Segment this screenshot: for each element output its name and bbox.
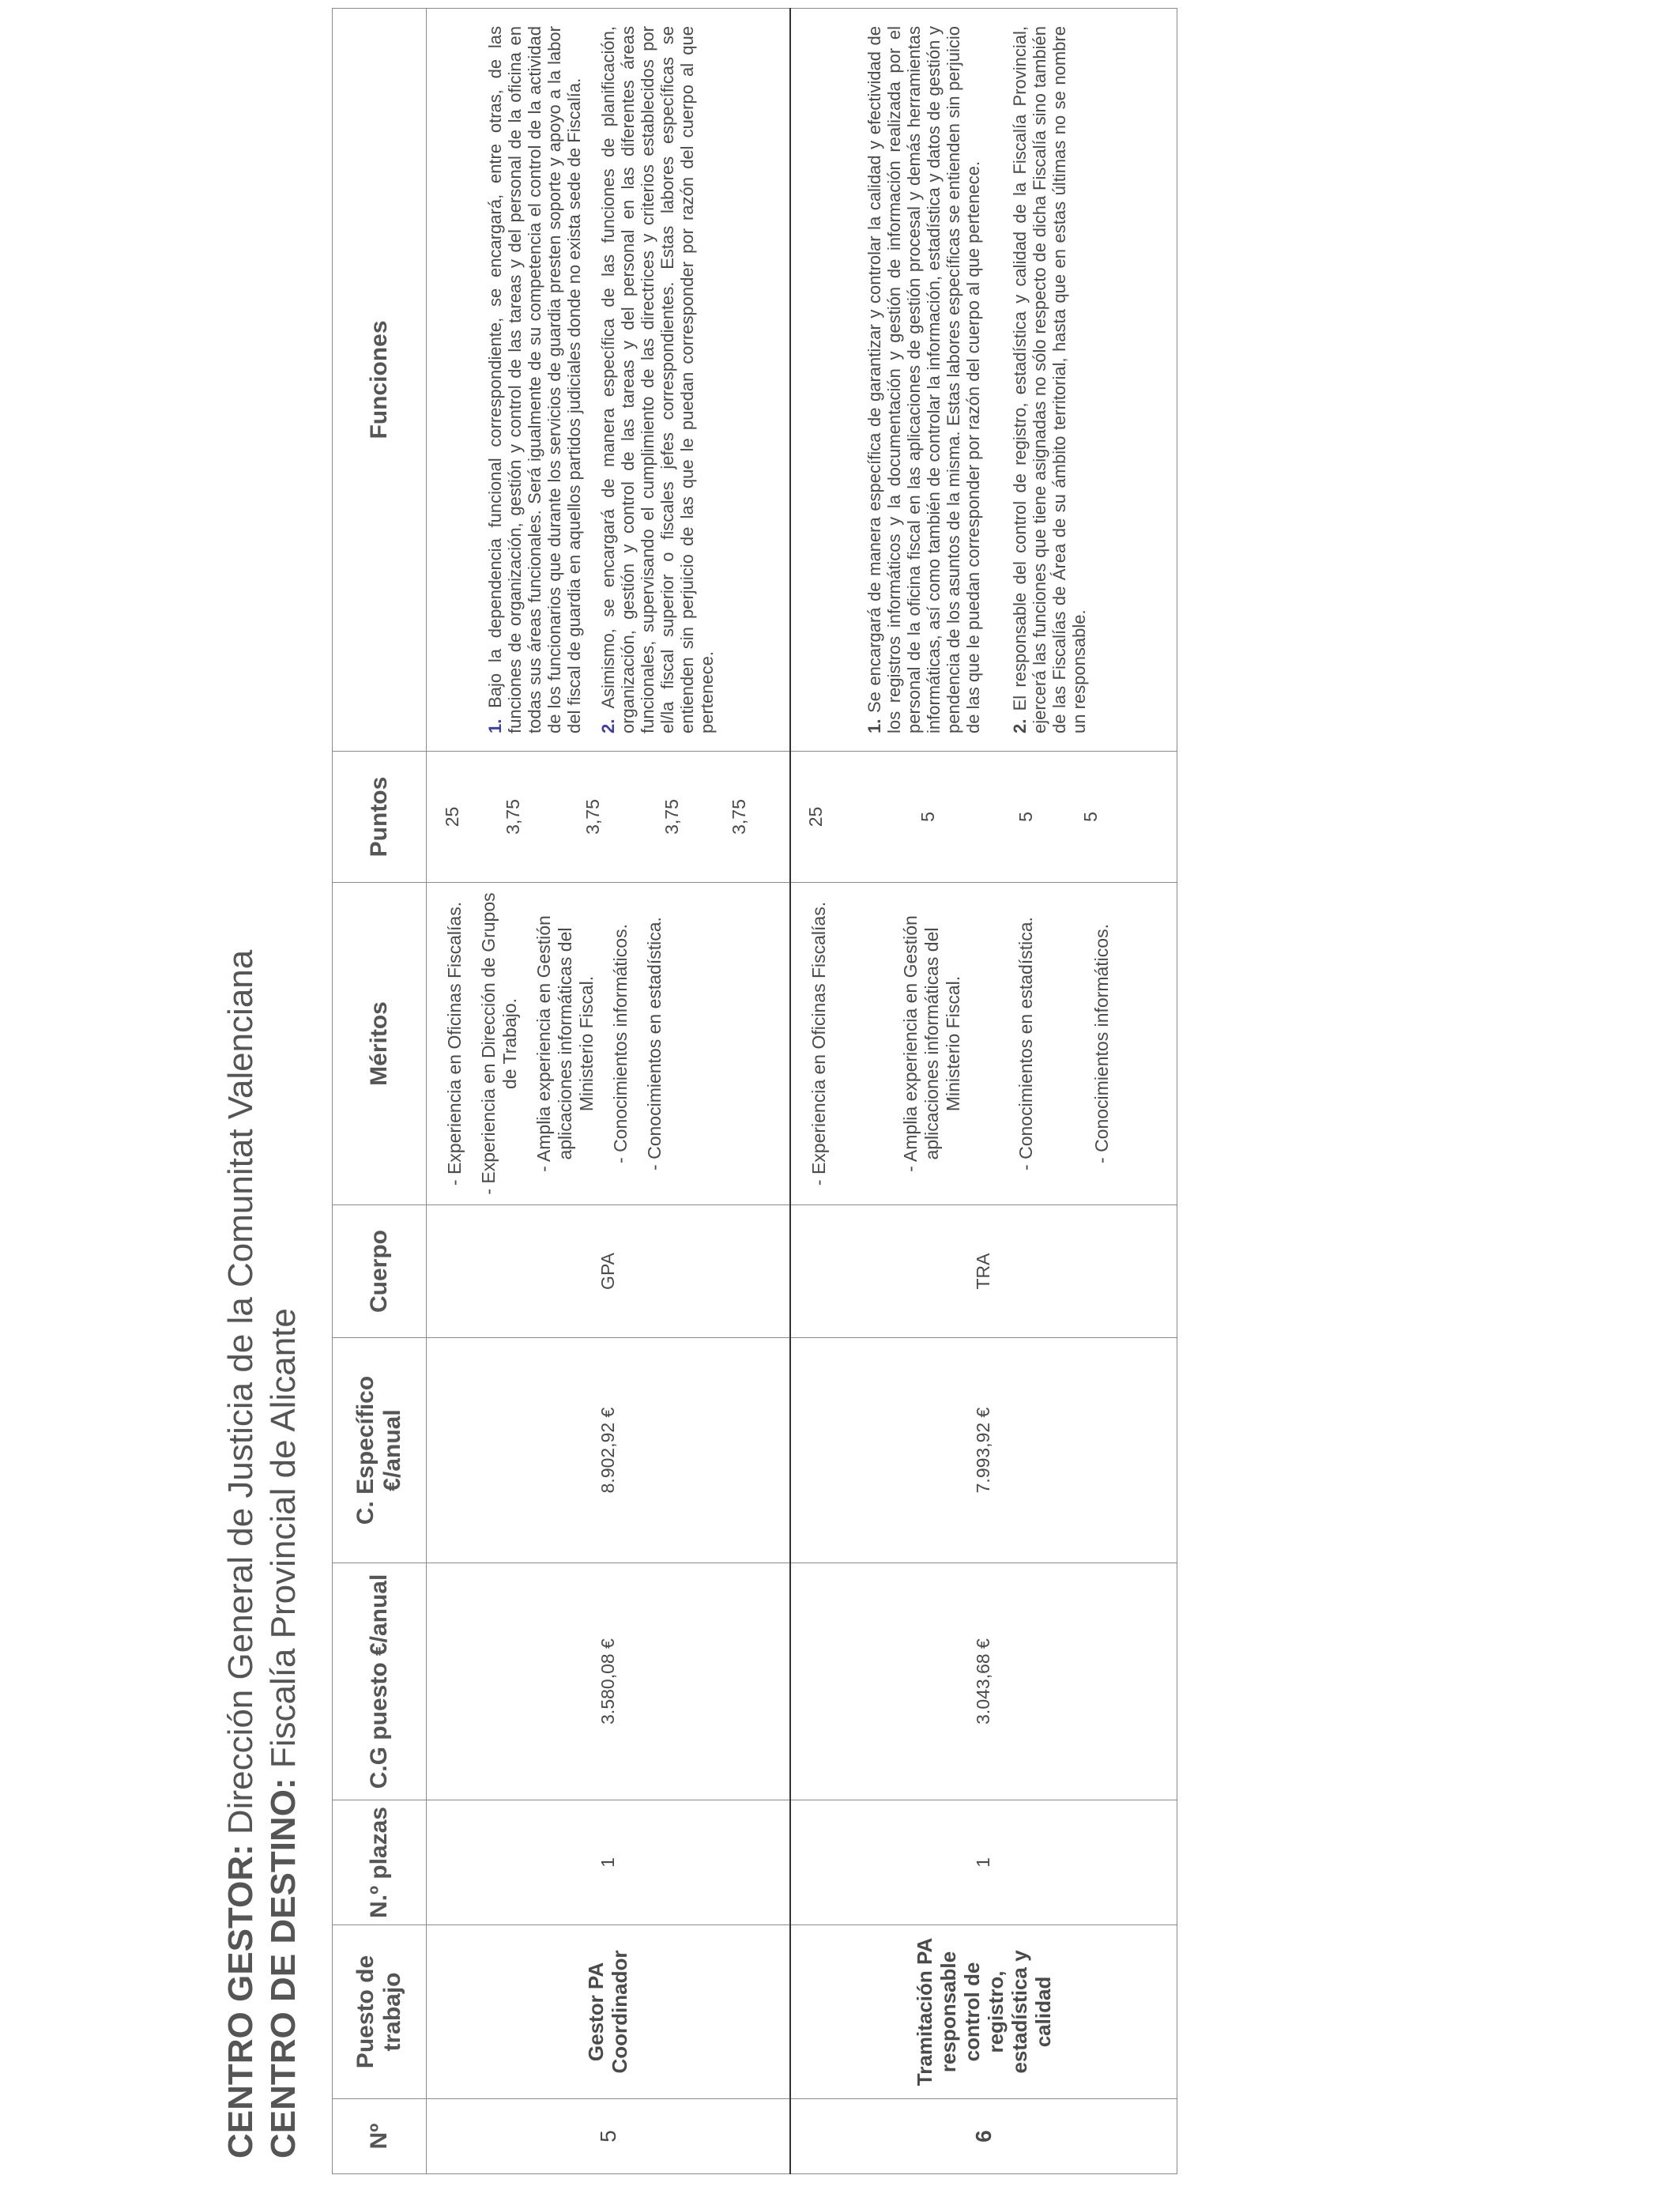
table-row (427, 9, 790, 2174)
puntos-item: 25 (804, 806, 826, 827)
table-row (790, 9, 1177, 2174)
funcion-number: 2. (1009, 718, 1030, 733)
funcion-text: Asimismo, se encargará de manera específica de las funciones de planificación, organización, gestión y control de las tareas y del personal en las diferentes áreas funcionales, supervisando el cumplimiento de las directrices y criterios establecidos por el/la fiscal superior o fiscales jefes correspondientes. Estas labores específicas se entienden sin perjuicio de las que le puedan corresponder por razón del cuerpo al que pertenece. (597, 26, 717, 733)
row-puntos (427, 752, 790, 883)
puntos-item: 3,75 (582, 799, 603, 835)
col-header-cuerpo: Cuerpo (333, 1205, 427, 1338)
row-cuerpo: GPA (427, 1205, 790, 1338)
col-header-puntos: Puntos (333, 752, 427, 883)
funcion-text: El responsable del control de registro, estadística y calidad de la Fiscalía Provincial, ejercerá las funciones que tiene asignadas no sólo respecto de dicha Fiscalía sino también de las Fiscalías de Área de su ámbito territorial, hasta que en estas últimas no se nombre un responsable. (1009, 26, 1089, 733)
centro-gestor-label: CENTRO GESTOR: (221, 1844, 260, 2158)
col-header-puesto: Puesto de trabajo (333, 1925, 427, 2099)
merito-item: - Experiencia en Oficinas Fiscalías. (808, 901, 829, 1186)
row-plazas: 1 (427, 1800, 790, 1925)
row-num: 6 (790, 2099, 1177, 2174)
merito-item: - Conocimientos informáticos. (610, 924, 631, 1163)
row-meritos (790, 883, 1177, 1205)
puntos-item: 5 (1015, 812, 1036, 822)
row-meritos (427, 883, 790, 1205)
merito-item: - Conocimientos informáticos. (1090, 924, 1112, 1163)
merito-item: - Experiencia en Dirección de Grupos de Trabajo. (478, 892, 520, 1195)
table-header-row (333, 9, 427, 2174)
centro-destino-label: CENTRO DE DESTINO: (264, 1777, 303, 2158)
puntos-item: 5 (1079, 812, 1101, 822)
centro-gestor-line (220, 950, 262, 2158)
puntos-item: 5 (917, 812, 938, 822)
row-cg-puesto: 3.580,08 € (427, 1563, 790, 1800)
row-funciones (790, 9, 1177, 752)
funcion-number: 1. (484, 718, 505, 733)
col-header-ce: C. Específico €/anual (333, 1338, 427, 1563)
funcion-paragraph (485, 26, 584, 733)
col-header-funciones: Funciones (333, 9, 427, 752)
funcion-paragraph (598, 26, 717, 733)
puestos-table (332, 8, 1177, 2174)
funcion-number: 1. (864, 718, 884, 733)
centro-destino-value: Fiscalía Provincial de Alicante (264, 1308, 303, 1769)
merito-item: - Conocimientos en estadística. (1015, 917, 1036, 1171)
row-num: 5 (427, 2099, 790, 2174)
row-puesto: Tramitación PA responsable control de registro, estadística y calidad (790, 1925, 1177, 2099)
merito-item: - Amplia experiencia en Gestión aplicaciones informáticas del Ministerio Fiscal. (899, 915, 963, 1172)
row-puntos (790, 752, 1177, 883)
merito-item: - Experiencia en Oficinas Fiscalías. (444, 901, 465, 1186)
row-funciones (427, 9, 790, 752)
row-cuerpo: TRA (790, 1205, 1177, 1338)
centro-gestor-value: Dirección General de Justicia de la Comunitat Valenciana (221, 949, 260, 1835)
funcion-paragraph (864, 26, 983, 733)
row-cg-puesto: 3.043,68 € (790, 1563, 1177, 1800)
puntos-item: 3,75 (503, 799, 523, 835)
puntos-item: 3,75 (729, 799, 749, 835)
puntos-item: 3,75 (661, 799, 682, 835)
row-puesto: Gestor PA Coordinador (427, 1925, 790, 2099)
col-header-num: Nº (333, 2099, 427, 2174)
col-header-meritos: Méritos (333, 883, 427, 1205)
row-plazas: 1 (790, 1800, 1177, 1925)
col-header-cg: C.G puesto €/anual (333, 1563, 427, 1800)
funcion-text: Bajo la dependencia funcional correspondiente, se encargará, entre otras, de las funciones de organización, gestión y control de las tareas y del personal de la oficina en todas sus áreas funcionales. Será igualmente de su competencia el control de la actividad de los funcionarios que durante los servicios de guardia presten soporte y apoyo a la labor del fiscal de guardia en aquellos partidos judiciales donde no exista sede de Fiscalía. (484, 26, 584, 733)
merito-item: - Conocimientos en estadística. (644, 917, 665, 1171)
funcion-number: 2. (597, 718, 618, 733)
row-c-especifico: 8.902,92 € (427, 1338, 790, 1563)
funcion-paragraph (1010, 26, 1089, 733)
document-header (220, 950, 305, 2158)
funcion-text: Se encargará de manera específica de garantizar y controlar la calidad y efectividad de los registros informáticos y la documentación y gestión de información realizada por el personal de la oficina fiscal en las aplicaciones de gestión procesal y demás herramientas informáticas, así como también de controlar la información, estadística y datos de gestión y pendencia de los asuntos de la misma. Estas labores específicas se entienden sin perjuicio de las que le puedan corresponder por razón del cuerpo al que pertenece. (864, 26, 983, 733)
row-c-especifico: 7.993,92 € (790, 1338, 1177, 1563)
merito-item: - Amplia experiencia en Gestión aplicaciones informáticas del Ministerio Fiscal. (533, 915, 597, 1172)
centro-destino-line (262, 950, 305, 2158)
col-header-plazas: N.º plazas (333, 1800, 427, 1925)
puntos-item: 25 (442, 806, 462, 827)
